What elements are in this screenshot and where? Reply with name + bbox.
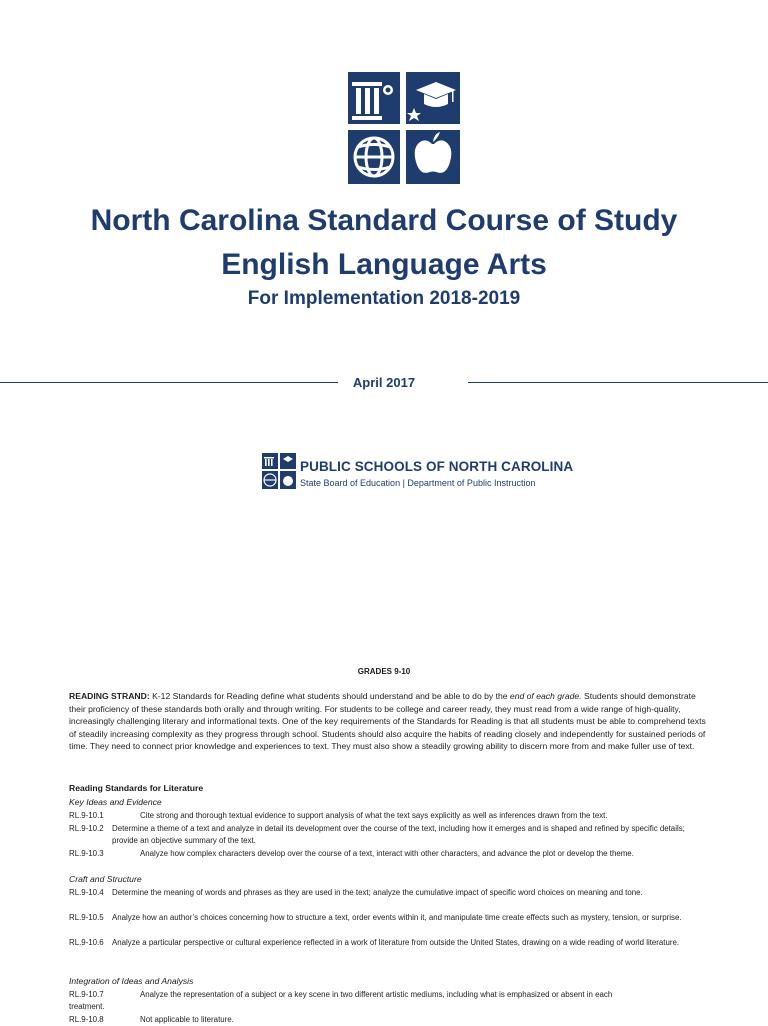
strand-label: READING STRAND:	[69, 691, 150, 701]
standard-code: RL.9-10.5	[69, 913, 104, 922]
organization-subtitle: State Board of Education | Department of Public Instruction	[300, 478, 536, 488]
section-title: Reading Standards for Literature	[69, 783, 204, 793]
standard-item	[69, 848, 709, 860]
standard-item	[69, 823, 709, 848]
ncdpi-small-emblem-icon	[262, 453, 296, 489]
standard-text-continued: treatment.	[69, 1002, 105, 1012]
grade-heading: GRADES 9-10	[357, 667, 411, 676]
standard-text: Not applicable to literature.	[140, 1015, 234, 1024]
strand-emphasis: end of each grade.	[509, 691, 582, 701]
standard-item	[69, 810, 709, 822]
standard-text: Analyze how complex characters develop over the course of a text, interact with other characters, and advance the plot or develop the theme.	[140, 849, 634, 858]
standard-text: Cite strong and thorough textual evidence to support analysis of what the text says explicitly as well as inferences drawn from the text.	[140, 811, 608, 820]
subsection-heading: Craft and Structure	[69, 874, 142, 884]
reading-strand-paragraph	[69, 690, 709, 753]
standard-item	[69, 937, 709, 949]
standard-code: RL.9-10.7	[69, 990, 104, 999]
standard-code: RL.9-10.1	[69, 811, 104, 820]
standard-text: Analyze a particular perspective or cultural experience reflected in a work of literature from outside the United States, drawing on a wide reading of world literature.	[112, 938, 680, 947]
standard-item	[69, 989, 709, 1014]
publication-date: April 2017	[352, 375, 416, 390]
subsection-heading: Integration of Ideas and Analysis	[69, 976, 194, 986]
document-title-line1: North Carolina Standard Course of Study	[90, 204, 678, 237]
standard-code: RL.9-10.8	[69, 1015, 104, 1024]
document-subtitle: For Implementation 2018-2019	[247, 288, 521, 309]
standard-code: RL.9-10.6	[69, 938, 104, 947]
standard-text: Determine the meaning of words and phrases as they are used in the text; analyze the cumulative impact of specific word choices on meaning and tone.	[112, 888, 643, 897]
standard-code: RL.9-10.3	[69, 849, 104, 858]
document-title-line2: English Language Arts	[221, 248, 547, 281]
standard-item	[69, 887, 709, 899]
standard-item	[69, 1014, 709, 1026]
standard-text: Analyze the representation of a subject or a key scene in two different artistic mediums, including what is emphasized or absent in each	[140, 990, 613, 999]
organization-name: PUBLIC SCHOOLS OF NORTH CAROLINA	[300, 459, 574, 474]
strand-text-b: Students should demonstrate their proficiency of these standards both orally and through writing. For students to be college and career ready, they must read from a wide range of high-quality, increasingly challenging literary and informational texts. One of the key requirements of the Standards for Reading is that all students must be able to comprehend texts of steadily increasing complexity as they progress through school. Students should also acquire the habits of reading closely and independently for sustained periods of time. They need to connect prior knowledge and experiences to text. They must also show a steadily growing ability to discern more from and make fuller use of text.	[69, 691, 706, 752]
subsection-heading: Key Ideas and Evidence	[69, 797, 162, 807]
divider-right	[468, 382, 768, 383]
standard-code: RL.9-10.4	[69, 888, 104, 897]
standard-code: RL.9-10.2	[69, 824, 104, 833]
standard-text: Determine a theme of a text and analyze in detail its development over the course of the text, including how it emerges and is shaped and refined by specific details; provide an objective summary of the text.	[112, 824, 685, 846]
ncdpi-emblem-logo	[348, 72, 460, 184]
standard-item	[69, 912, 709, 924]
standard-text: Analyze how an author’s choices concerning how to structure a text, order events within it, and manipulate time create effects such as mystery, tension, or surprise.	[112, 913, 682, 922]
strand-text-a: K-12 Standards for Reading define what students should understand and be able to do by the	[149, 691, 510, 701]
